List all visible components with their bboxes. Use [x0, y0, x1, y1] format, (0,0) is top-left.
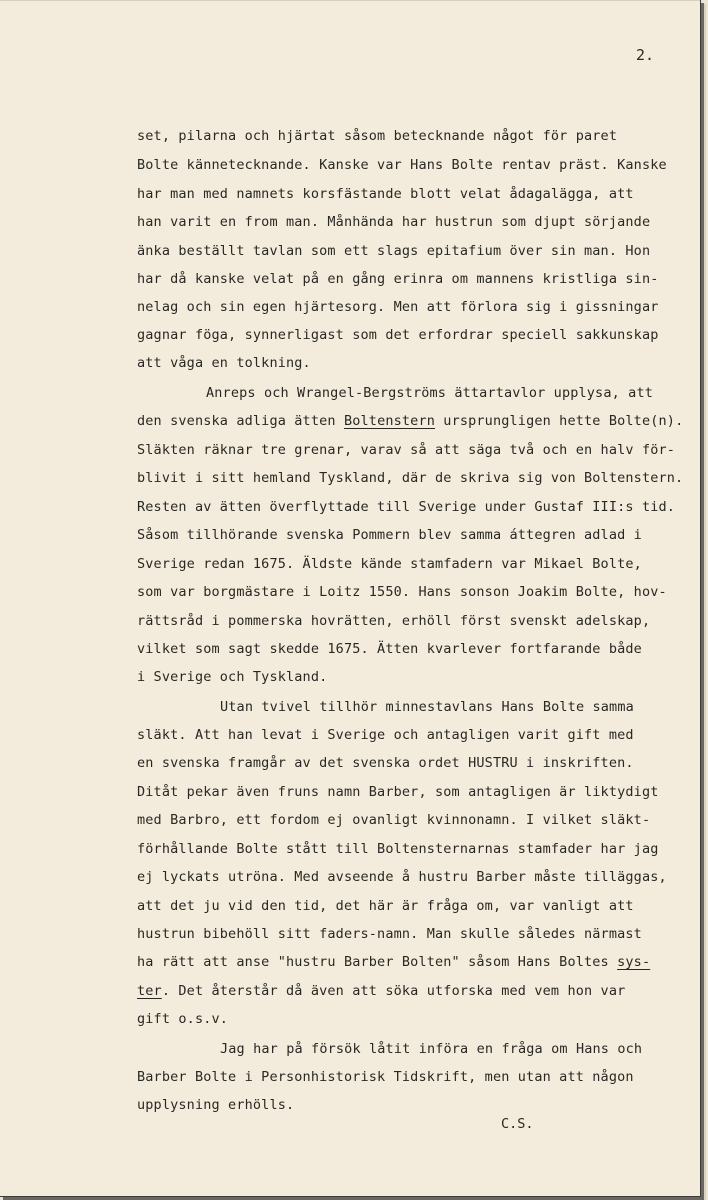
text-line: har man med namnets korsfästande blott velat ådagalägga, att — [137, 186, 634, 202]
text-line: Sverige redan 1675. Äldste kände stamfadern var Mikael Bolte, — [137, 556, 642, 572]
text-line: vilket som sagt skedde 1675. Ätten kvarlever fortfarande både — [137, 641, 642, 657]
signature-initials: C.S. — [501, 1116, 534, 1132]
text-line: Släkten räknar tre grenar, varav så att säga två och en halv för- — [137, 442, 676, 458]
page-number: 2. — [636, 46, 655, 64]
text-line: hustrun bibehöll sitt faders-namn. Man skulle således närmast — [137, 926, 642, 942]
text-line: gift o.s.v. — [137, 1011, 229, 1027]
text-line: Utan tvivel tillhör minnestavlans Hans Bolte samma — [220, 699, 634, 715]
text-line: som var borgmästare i Loitz 1550. Hans sonson Joakim Bolte, hov- — [137, 584, 667, 600]
text-line: att det ju vid den tid, det här är fråga om, var vanligt att — [137, 898, 634, 914]
text-line: han varit en from man. Månhända har hustrun som djupt sörjande — [137, 214, 651, 230]
text-segment: ha rätt att anse "hustru Barber Bolten" såsom Hans Boltes — [137, 954, 618, 970]
text-line: Såsom tillhörande svenska Pommern blev samma áttegren adlad i — [137, 527, 642, 543]
text-line: änka beställt tavlan som ett slags epitafium över sin man. Hon — [137, 243, 651, 259]
text-line: blivit i sitt hemland Tyskland, där de skriva sig von Boltenstern. — [137, 470, 684, 486]
text-line: ej lyckats utröna. Med avseende å hustru Barber måste tilläggas, — [137, 869, 667, 885]
underlined-word: ter — [137, 983, 162, 999]
text-line: set, pilarna och hjärtat såsom betecknande något för paret — [137, 128, 618, 144]
text-segment: . Det återstår då även att söka utforska med vem hon var — [161, 983, 626, 999]
underlined-name: Boltenstern — [343, 413, 436, 429]
text-line: Jag har på försök låtit införa en fråga om Hans och — [220, 1041, 643, 1057]
text-line: gagnar föga, synnerligast som det erfordrar speciell sakkunskap — [137, 327, 659, 343]
text-line: Ditåt pekar även fruns namn Barber, som antagligen är liktydigt — [137, 784, 659, 800]
text-line — [137, 952, 650, 972]
text-line: förhållande Bolte stått till Boltensternarnas stamfader har jag — [137, 841, 659, 857]
text-line: har då kanske velat på en gång erinra om mannens kristliga sin- — [137, 271, 659, 287]
text-line — [137, 981, 625, 1001]
text-line: Barber Bolte i Personhistorisk Tidskrift, men utan att någon — [137, 1069, 634, 1085]
text-line: en svenska framgår av det svenska ordet HUSTRU i inskriften. — [137, 755, 634, 771]
text-line: med Barbro, ett fordom ej ovanligt kvinnonamn. I vilket släkt- — [137, 812, 651, 828]
text-line: i Sverige och Tyskland. — [137, 669, 328, 685]
text-line: upplysning erhölls. — [137, 1097, 295, 1113]
text-line: släkt. Att han levat i Sverige och antagligen varit gift med — [137, 727, 634, 743]
text-line: Bolte kännetecknande. Kanske var Hans Bolte rentav präst. Kanske — [137, 157, 667, 173]
text-line: rättsråd i pommerska hovrätten, erhöll först svenskt adelskap, — [137, 613, 651, 629]
text-segment: ursprungligen hette Bolte(n). — [435, 413, 684, 429]
underlined-word: sys- — [617, 954, 651, 970]
text-segment: den svenska adliga ätten — [137, 413, 344, 429]
text-line: Anreps och Wrangel-Bergströms ättartavlor upplysa, att — [206, 385, 653, 401]
text-line — [137, 411, 683, 431]
text-line: nelag och sin egen hjärtesorg. Men att förlora sig i gissningar — [137, 299, 659, 315]
text-line: Resten av ätten överflyttade till Sverige under Gustaf III:s tid. — [137, 499, 676, 515]
text-line: att våga en tolkning. — [137, 355, 311, 371]
